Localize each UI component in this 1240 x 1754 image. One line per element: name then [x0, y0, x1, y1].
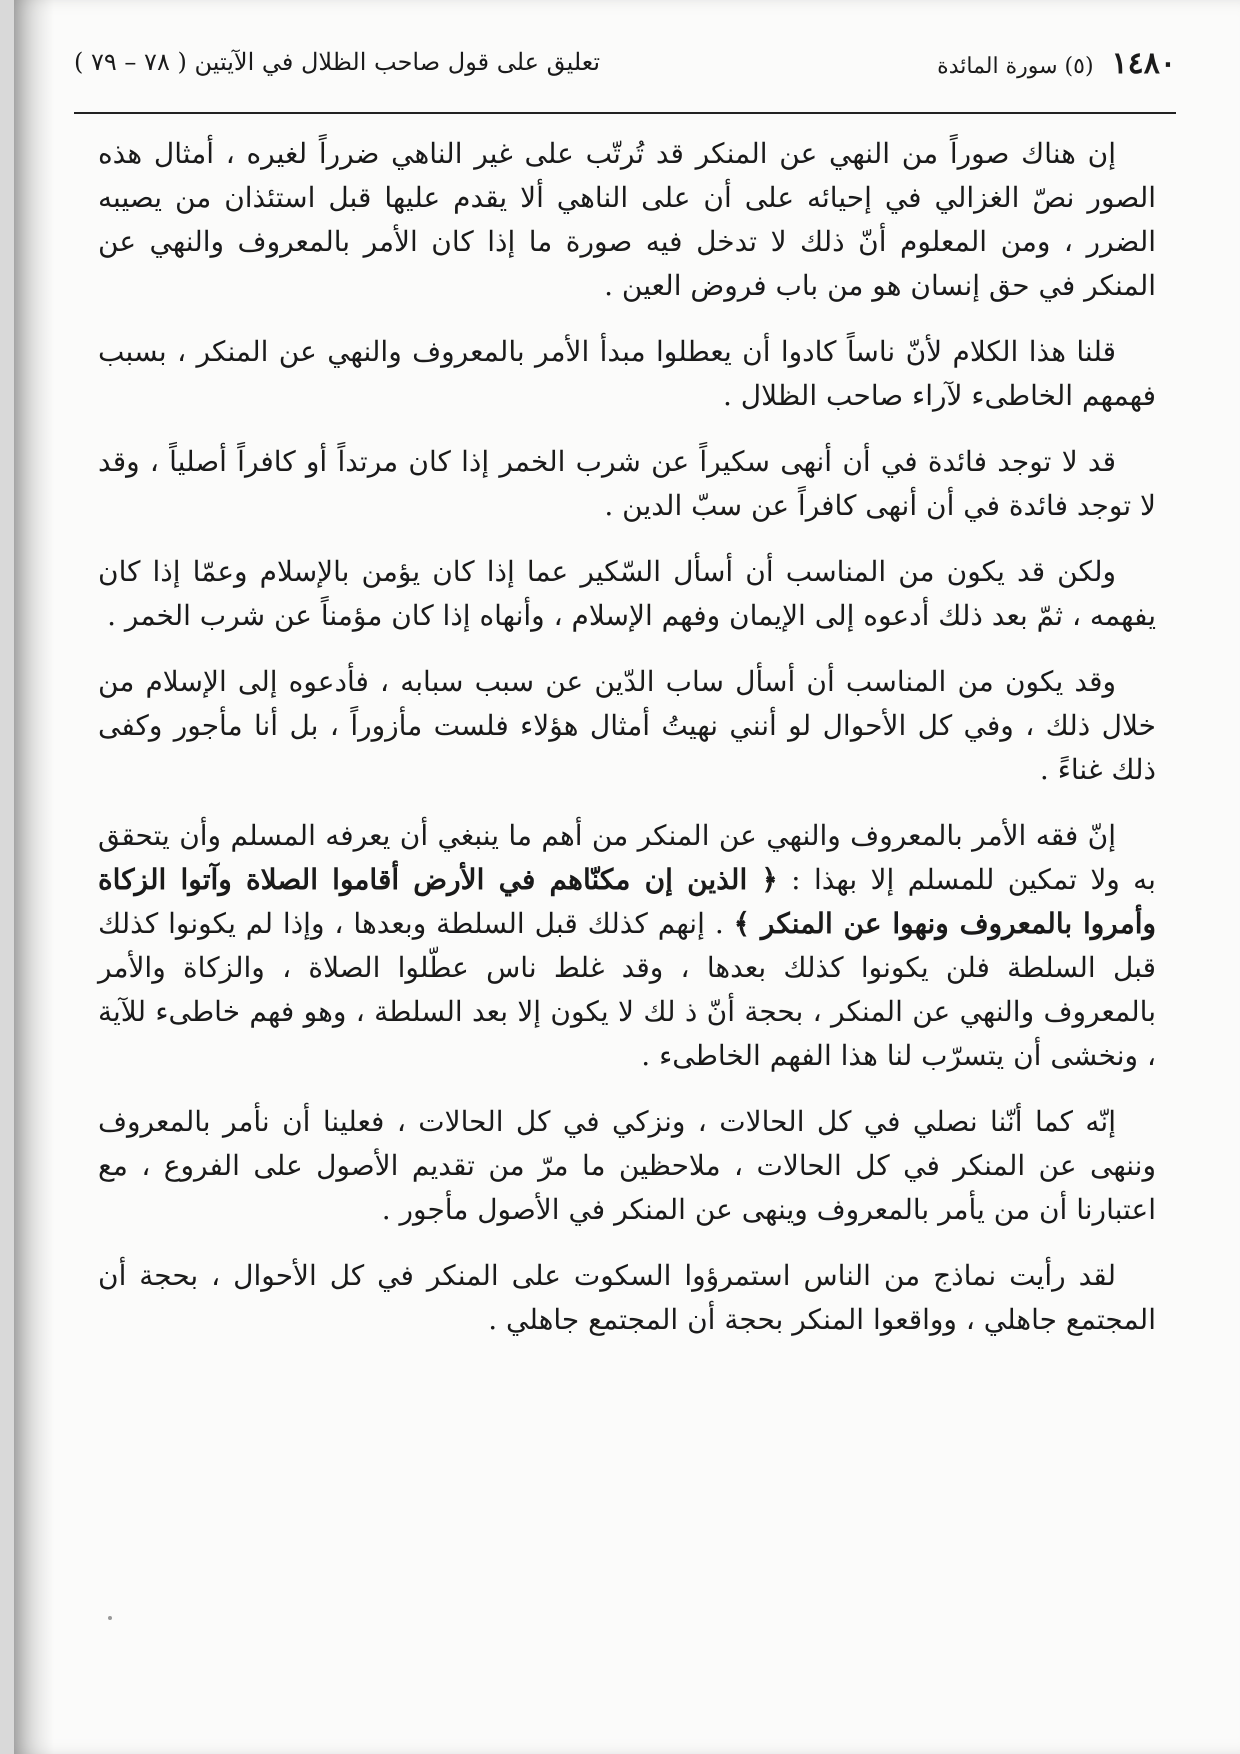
paragraph-4: ولكن قد يكون من المناسب أن أسأل السّكير عما إذا كان يؤمن بالإسلام وعمّا إذا كان يفهمه ، ثمّ بعد ذلك أدعوه إلى الإيمان وفهم الإسلام ، وأنهاه إذا كان مؤمناً عن شرب الخمر . — [98, 555, 1156, 632]
running-title: تعليق على قول صاحب الظلال في الآيتين ( ٧٨ – ٧٩ ) — [74, 48, 601, 76]
quran-verse: ﴿ الذين إن مكنّاهم في الأرض أقاموا الصلاة وآتوا الزكاة وأمروا بالمعروف ونهوا عن المنكر ﴾ — [98, 863, 1156, 940]
header-right-group — [937, 46, 1176, 81]
paragraph-2: قلنا هذا الكلام لأنّ ناساً كادوا أن يعطلوا مبدأ الأمر بالمعروف والنهي عن المنكر ، بسبب فهمهم الخاطىء لآراء صاحب الظلال . — [98, 335, 1156, 412]
paragraph-5: وقد يكون من المناسب أن أسأل ساب الدّين عن سبب سبابه ، فأدعوه إلى الإسلام من خلال ذلك ، وفي كل الأحوال لو أنني نهيتُ أمثال هؤلاء فلست مأزوراً ، بل أنا مأجور وكفى ذلك غناءً . — [98, 665, 1156, 786]
page-header — [74, 40, 1176, 110]
page-spine-shadow — [14, 0, 54, 1754]
paragraph-1: إن هناك صوراً من النهي عن المنكر قد تُرتّب على غير الناهي ضرراً لغيره ، أمثال هذه الصور نصّ الغزالي في إحيائه على أن على الناهي ألا يقدم عليها قبل استئذان من يصيبه الضرر ، ومن المعلوم أنّ ذلك لا تدخل فيه صورة ما إذا كان الأمر بالمعروف والنهي عن المنكر في حق إنسان هو من باب فروض العين . — [98, 137, 1156, 302]
book-page — [14, 0, 1240, 1754]
quran-paragraph-intro: إنّ فقه الأمر بالمعروف والنهي عن المنكر من أهم ما ينبغي أن يعرفه المسلم وأن يتحقق به ولا تمكين للمسلم إلا بهذا : — [98, 819, 1156, 896]
surah-name: (٥) سورة المائدة — [937, 54, 1094, 79]
paragraph-8: لقد رأيت نماذج من الناس استمرؤوا السكوت على المنكر في كل الأحوال ، بحجة أن المجتمع جاهلي ، وواقعوا المنكر بحجة أن المجتمع جاهلي . — [98, 1259, 1156, 1336]
scan-speck — [108, 1616, 112, 1620]
header-divider — [74, 112, 1176, 114]
paragraph-3: قد لا توجد فائدة في أن أنهى سكيراً عن شرب الخمر إذا كان مرتداً أو كافراً أصلياً ، وقد لا توجد فائدة في أن أنهى كافراً عن سبّ الدين . — [98, 445, 1156, 522]
page-number: ١٤٨٠ — [1111, 46, 1176, 81]
paragraph-7: إنّه كما أنّنا نصلي في كل الحالات ، ونزكي في كل الحالات ، فعلينا أن نأمر بالمعروف وننهى عن المنكر في كل الحالات ، ملاحظين ما مرّ من تقديم الأصول على الفروع ، مع اعتبارنا أن من يأمر بالمعروف وينهى عن المنكر في الأصول مأجور . — [98, 1105, 1156, 1226]
quran-paragraph-commentary: . إنهم كذلك قبل السلطة وبعدها ، وإذا لم يكونوا كذلك قبل السلطة فلن يكونوا كذلك بعدها ، وقد غلط ناس عطّلوا الصلاة ، والزكاة والأمر بالمعروف والنهي عن المنكر ، بحجة أنّ ذ لك لا يكون إلا بعد السلطة ، وهو فهم خاطىء للآية ، ونخشى أن يتسرّب لنا هذا الفهم الخاطىء . — [98, 907, 1156, 1072]
paragraph-quran — [98, 814, 1156, 1078]
page-body — [98, 132, 1156, 1364]
